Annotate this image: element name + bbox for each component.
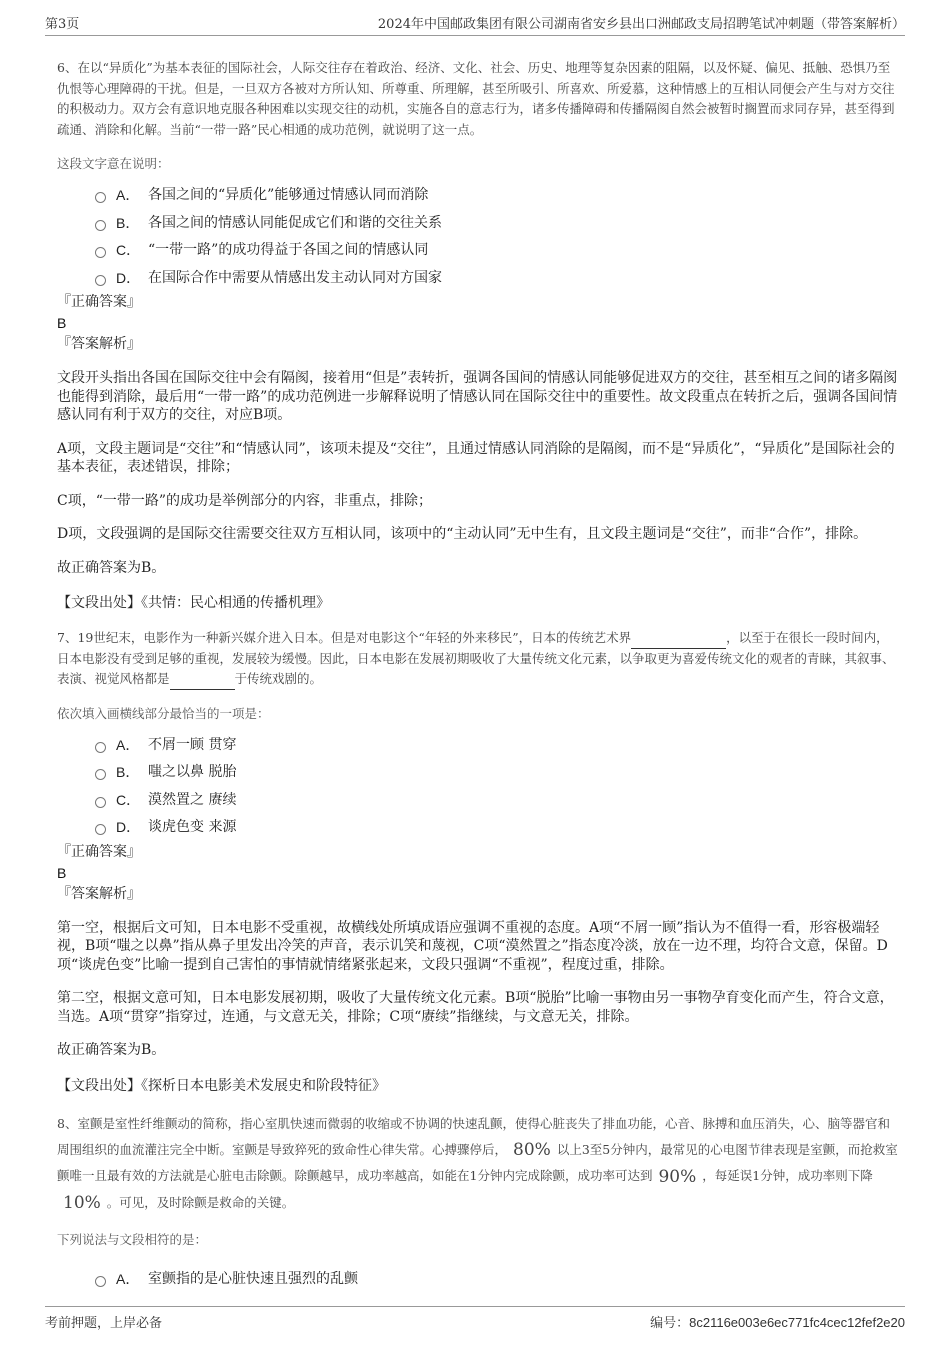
- footer-slogan: 考前押题，上岸必备: [45, 1316, 163, 1331]
- question-stem: 7、19世纪末，电影作为一种新兴媒介进入日本。但是对电影这个“年轻的外来移民”，日本的传统艺术界 ，以至于在很长一段时间内，日本电影没有受到足够的重视，发展较为缓慢。因此，日本电影在发展初期吸收了大量传统文化元素，以争取更为喜爱传统文化的观者的青睐，其叙事、表演、视觉风格都是 于传统戏剧的。: [57, 628, 900, 690]
- option-a[interactable]: A． 各国之间的“异质化”能够通过情感认同而消除: [95, 182, 900, 210]
- analysis-paragraph: C项，“一带一路”的成功是举例部分的内容，非重点，排除；: [57, 492, 433, 509]
- radio-icon[interactable]: [95, 220, 106, 231]
- question-stem: 8、室颤是室性纤维颤动的简称，指心室肌快速而微弱的收缩或不协调的快速乱颤，使得心脏丧失了排血功能，心音、脉搏和血压消失，心、脑等器官和周围组织的血流灌注完全中断。室颤是导致猝死的致命性心律失常。心搏骤停后， 80% 以上3至5分钟内，最常见的心电图节律表现是室颤，而抢救室颤唯一且最有效的方法就是心脏电击除颤。除颤越早，成功率越高，如能在1分钟内完成除颤，成功率可达到 90% ，每延误1分钟，成功率则下降10% 。可见，及时除颤是救命的关键。: [57, 1115, 898, 1213]
- analysis-paragraph: 第一空，根据后文可知，日本电影不受重视，故横线处所填成语应强调不重视的态度。A项“不屑一顾”指认为不值得一看，形容极端轻视，B项“嗤之以鼻”指从鼻子里发出冷笑的声音，表示讥笑和蔑视，C项“漠然置之”指态度冷淡，放在一边不理，均符合文意，保留。D项“谈虎色变”比喻一提到自己害怕的事情就情绪紧张起来，文段只强调“不重视”，程度过重，排除。: [57, 919, 888, 973]
- radio-icon[interactable]: [95, 1276, 106, 1287]
- document-title: 2024年中国邮政集团有限公司湖南省安乡县出口洲邮政支局招聘笔试冲刺题（带答案解析）: [377, 17, 905, 32]
- radio-icon[interactable]: [95, 797, 106, 808]
- percentage-value: 90%: [658, 1166, 697, 1187]
- page-header: [45, 13, 905, 36]
- radio-icon[interactable]: [95, 742, 106, 753]
- question-8: [57, 1111, 900, 1294]
- option-list: [95, 1266, 900, 1294]
- question-prompt: 这段文字意在说明：: [57, 156, 170, 171]
- analysis-label: 『答案解析』: [57, 885, 141, 902]
- analysis-conclusion: 故正确答案为B。: [57, 1042, 166, 1058]
- page-number: 第3页: [45, 17, 80, 32]
- option-a[interactable]: A． 室颤指的是心脏快速且强烈的乱颤: [95, 1266, 900, 1294]
- correct-answer-label: 『正确答案』: [57, 294, 141, 310]
- page-footer: [45, 1306, 905, 1332]
- option-a[interactable]: A． 不屑一顾 贯穿: [95, 732, 900, 760]
- correct-answer: B: [57, 315, 67, 331]
- correct-answer-label: 『正确答案』: [57, 843, 141, 860]
- radio-icon[interactable]: [95, 192, 106, 203]
- option-d[interactable]: D． 谈虎色变 来源: [95, 814, 900, 842]
- percentage-value: 80%: [513, 1140, 551, 1160]
- analysis-paragraph: 文段开头指出各国在国际交往中会有隔阂，接着用“但是”表转折，强调各国间的情感认同能够促进双方的交往，甚至相互之间的诸多隔阂也能得到消除，最后用“一带一路”的成功范例进一步解释说明了情感认同在国际交往中的重要性。故文段重点在转折之后，强调各国间情感认同有利于双方的交往，对应B项。: [57, 370, 898, 423]
- analysis-paragraph: D项，文段强调的是国际交往需要交往双方互相认同，该项中的“主动认同”无中生有，且文段主题词是“交往”，而非“合作”，排除。: [57, 526, 868, 542]
- question-prompt: 下列说法与文段相符的是：: [57, 1232, 208, 1247]
- text-source: 【文段出处】《共情：民心相通的传播机理》: [57, 595, 330, 611]
- analysis-paragraph: 第二空，根据文意可知，日本电影发展初期，吸收了大量传统文化元素。B项“脱胎”比喻一事物由另一事物孕育变化而产生，符合文意，当选。A项“贯穿”指穿过，连通，与文意无关，排除；C项“赓续”指继续，与文意无关，排除。: [57, 990, 894, 1025]
- question-7: [57, 628, 900, 1095]
- option-list: [95, 732, 900, 842]
- option-list: [95, 182, 900, 292]
- analysis-label: 『答案解析』: [57, 336, 141, 352]
- analysis-paragraph: A项，文段主题词是“交往”和“情感认同”，该项未提及“交往”，且通过情感认同消除的是隔阂，而不是“异质化”，“异质化”是国际社会的基本表征，表述错误，排除；: [57, 440, 895, 475]
- option-d[interactable]: D． 在国际合作中需要从情感出发主动认同对方国家: [95, 265, 900, 293]
- fill-blank: [631, 634, 726, 649]
- question-stem: 6、在以“异质化”为基本表征的国际社会，人际交往存在着政治、经济、文化、社会、历史、地理等复杂因素的阻隔，以及怀疑、偏见、抵触、恐惧乃至仇恨等心理障碍的干扰。但是，一旦双方各被对方所认知、所尊重、所理解，甚至所吸引、所喜欢、所爱慕，这种情感上的互相认同便会产生与对方交往的积极动力。双方会有意识地克服各种困难以实现交往的动机，实施各自的意志行为，诸多传播障碍和传播隔阂自然会被暂时搁置而求同存异，甚至得到疏通、消除和化解。当前“一带一路”民心相通的成功范例，就说明了这一点。: [57, 60, 895, 137]
- radio-icon[interactable]: [95, 769, 106, 780]
- text-source: 【文段出处】《探析日本电影美术发展史和阶段特征》: [57, 1077, 386, 1094]
- main-content: [57, 58, 900, 1294]
- percentage-value: 10%: [63, 1193, 101, 1213]
- fill-blank: [170, 675, 235, 690]
- option-b[interactable]: B． 嗤之以鼻 脱胎: [95, 759, 900, 787]
- option-c[interactable]: C． “一带一路”的成功得益于各国之间的情感认同: [95, 237, 900, 265]
- option-b[interactable]: B． 各国之间的情感认同能促成它们和谐的交往关系: [95, 210, 900, 238]
- option-c[interactable]: C． 漠然置之 赓续: [95, 787, 900, 815]
- radio-icon[interactable]: [95, 275, 106, 286]
- analysis-conclusion: 故正确答案为B。: [57, 559, 166, 576]
- document-code: 编号：8c2116e003e6ec771fc4cec12fef2e20: [650, 1315, 905, 1331]
- correct-answer: B: [57, 864, 67, 881]
- question-6: [57, 58, 900, 612]
- radio-icon[interactable]: [95, 824, 106, 835]
- question-prompt: 依次填入画横线部分最恰当的一项是：: [57, 705, 270, 721]
- radio-icon[interactable]: [95, 247, 106, 258]
